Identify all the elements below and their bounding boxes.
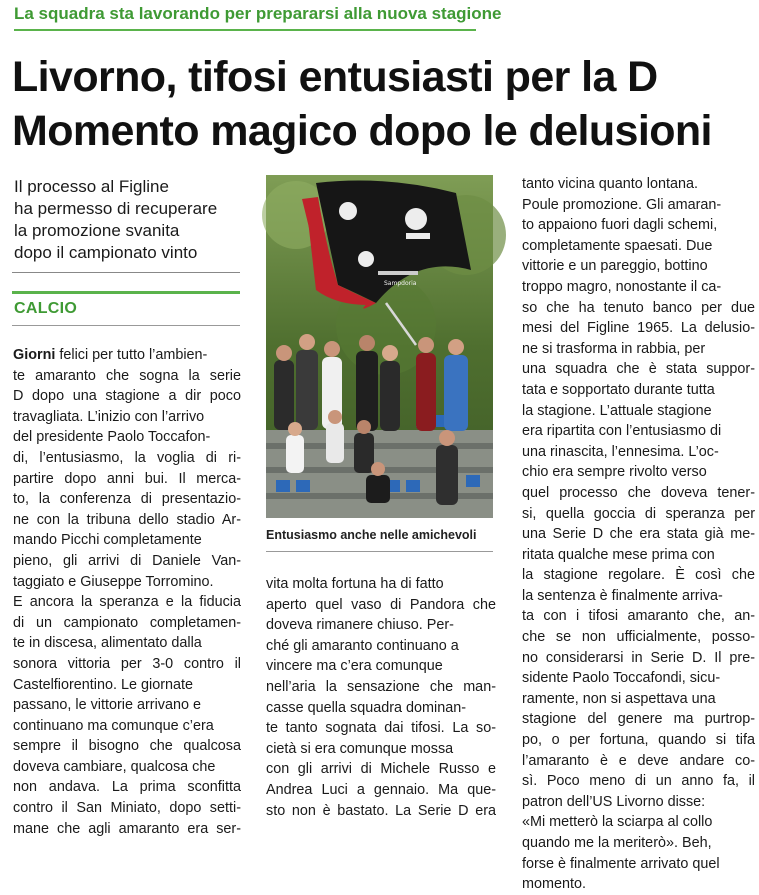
kicker-underline [14,29,476,31]
body-line: momento. [522,876,586,893]
article-photo [266,175,493,518]
fans-photo-illustration [266,175,493,518]
body-line: una rinascita, l’ennesima. L’oc- [522,443,719,460]
section-label: CALCIO [14,300,78,317]
body-line: sì. Poco meno di un anno fa, il [522,773,755,790]
body-line: te amaranto che sogna la serie [13,367,241,384]
headline [12,50,752,158]
body-line: tanto vicina quanto lontana. [522,176,699,192]
body-line-text: felici per tutto l’ambien- [55,347,208,363]
body-line: vincere ma c’era comunque [266,658,443,675]
body-line: te tanto sognata dai tifosi. La so- [266,720,496,737]
body-line: completamente spaesati. Due [522,237,713,254]
body-line: pieno, gli arrivi di Daniele Van- [13,552,241,569]
body-line: di un campionato completamen- [13,614,241,631]
body-line: partire dopo anni bui. Il merca- [13,470,241,487]
subheadline [14,176,244,264]
body-line: la sentenza è finalmente arriva- [522,587,723,604]
body-line: troppo magro, nonostante il ca- [522,278,722,295]
body-line: E ancora la speranza e la fiducia [13,594,241,611]
body-line: si, quella goccia di speranza per [522,505,755,522]
subhead-line: la promozione svanita [14,221,180,240]
body-line: patron dell’US Livorno disse: [522,793,706,810]
body-line: del presidente Paolo Toccafon- [13,429,211,446]
body-line: cietà si era comunque mossa [266,740,454,757]
body-line: vita molta fortuna ha di fatto [266,576,444,592]
body-line: di, l’entusiasmo, la voglia di ri- [13,449,241,466]
flag-text: Sampdoria [384,280,417,287]
section-rule [12,291,240,294]
body-line: Andrea Luci a gennaio. Ma que- [266,781,496,798]
body-line: l’amaranto è e deve andare co- [522,752,755,769]
body-column-2 [266,574,496,821]
body-line: doveva cambiare, qualcosa che [13,758,216,775]
body-line: chio era sempre rivolto verso [522,464,707,481]
body-line: vittorie e un pareggio, bottino [522,258,708,275]
body-line: to, la conferenza di presentazio- [13,491,241,508]
body-line: Poule promozione. Gli amaran- [522,196,722,213]
body-line: so che ha tenuto banco per due [522,299,755,316]
dropcap-word: Giorni [13,347,56,363]
body-line: nell’aria la sensazione che man- [266,678,496,695]
body-line: era ripartita con l’entusiasmo di [522,423,722,440]
body-line: travagliata. L’inizio con l’arrivo [13,408,205,425]
body-line: ché gli amaranto continuano a [266,637,459,654]
body-line: una Serie D che era stata già me- [522,526,755,543]
body-line: po, o per fortuna, quando si tifa [522,732,755,749]
body-line: stagione del genere ma purtrop- [522,711,755,728]
body-line: continuano ma comunque c’era [13,717,214,734]
body-line: quel processo che doveva tener- [522,484,755,501]
body-line [13,345,241,366]
body-line: non andava. La prima sconfitta [13,779,241,796]
headline-line-2: Momento magico dopo le delusioni [12,107,712,155]
body-line: che se non ufficialmente, posso- [522,629,755,646]
section-divider [12,325,240,326]
body-line: mesi del Figline 1965. La delusio- [522,320,755,337]
body-line: doveva rimanere chiuso. Per- [266,617,454,634]
body-line: sto non è bastato. La Serie D era [266,802,496,819]
body-line: tata e sopportato durante tutta [522,381,715,398]
body-line: quando me la meriterò». Beh, [522,835,712,851]
subhead-line: dopo il campionato vinto [14,243,198,262]
body-line: ne si trasforma in rabbia, per [522,340,706,357]
body-line: ramente, non si aspettava una [522,690,716,707]
body-line: casse quella squadra dominan- [266,699,466,716]
subhead-divider [12,272,240,273]
body-line: ritata qualche mese prima con [522,546,715,563]
body-line: no considerarsi in Serie D. Il pre- [522,649,755,666]
subhead-line: ha permesso di recuperare [14,199,218,218]
body-line: to appaiono fuori dagli schemi, [522,217,718,234]
body-line: «Mi metterò la sciarpa al collo [522,814,713,831]
body-line: taggiato e Giuseppe Torromino. [13,573,214,590]
body-column-3 [522,174,755,895]
body-line: forse è finalmente arrivato quel [522,855,720,872]
body-line: sempre il bisogno che qualcosa [13,738,241,755]
subhead-line: Il processo al Figline [14,177,169,196]
body-line: D dopo una stagione a dir poco [13,388,241,405]
body-line: aperto quel vaso di Pandora che [266,596,496,613]
body-line: una squadra che è stata suppor- [522,361,755,378]
body-line: sonora vittoria per 3-0 contro il [13,655,241,672]
kicker: La squadra sta lavorando per prepararsi alla nuova stagione [14,4,502,23]
body-column-1 [13,345,241,839]
body-line: Castelfiorentino. Le giornate [13,676,193,693]
body-line: la stagione. L’attuale stagione [522,402,712,419]
body-line: ta con i tifosi amaranto che, an- [522,608,755,625]
body-line: mane che agli amaranto era ser- [13,820,241,837]
body-line: con gli arrivi di Michele Russo e [266,761,496,778]
body-line: ne con la tribuna dello stadio Ar- [13,511,241,528]
body-line: sidente Paolo Toccafondi, sicu- [522,670,721,687]
caption-divider [266,551,493,552]
body-line: mando Picchi completamente [13,532,202,549]
body-line: contro il San Miniato, dopo setti- [13,800,241,817]
body-line: la stagione regolare. È così che [522,567,755,584]
photo-caption: Entusiasmo anche nelle amichevoli [266,528,477,542]
body-line: te in discesa, alimentato dalla [13,635,202,652]
body-line: passano, le vittorie arrivano e [13,697,201,714]
headline-line-1: Livorno, tifosi entusiasti per la D [12,53,658,101]
